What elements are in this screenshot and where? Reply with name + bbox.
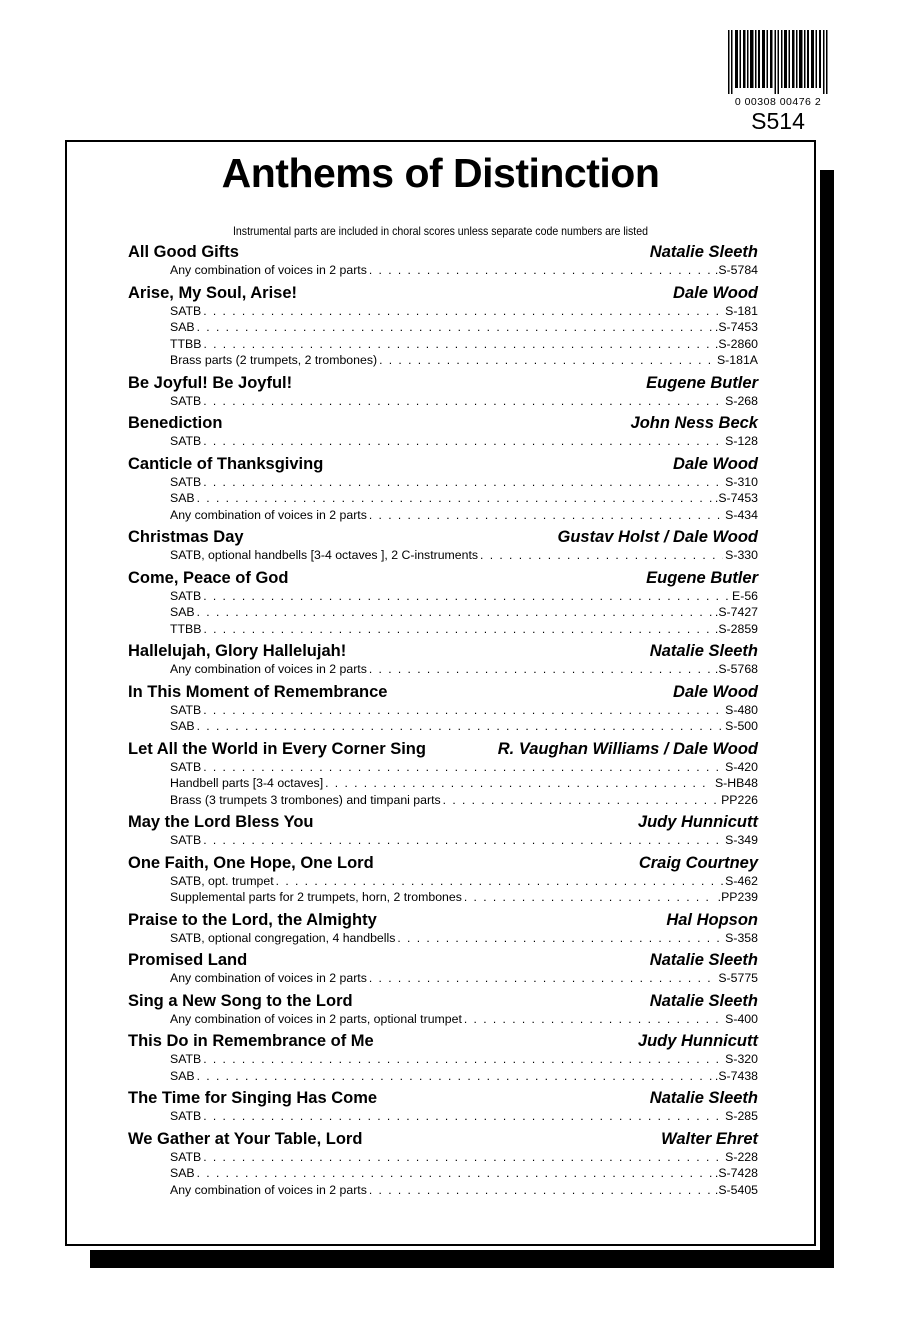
version-description: SATB — [170, 393, 202, 408]
barcode-block — [716, 28, 840, 138]
entry-header — [128, 813, 758, 833]
dot-leader — [203, 1150, 723, 1164]
version-row — [128, 793, 758, 810]
anthem-composer: Gustav Holst / Dale Wood — [557, 528, 758, 546]
entry-header — [128, 1130, 758, 1150]
anthem-title: Benediction — [128, 414, 223, 432]
dot-leader — [464, 1012, 723, 1026]
version-row — [128, 353, 758, 370]
anthem-composer: Judy Hunnicutt — [637, 813, 758, 831]
version-description: SATB — [170, 702, 202, 717]
dot-leader — [203, 1052, 723, 1066]
dot-leader — [480, 548, 723, 562]
product-code: S-181 — [725, 303, 758, 318]
version-row — [128, 703, 758, 720]
anthem-composer: Dale Wood — [673, 283, 758, 302]
version-description: SATB — [170, 588, 202, 603]
version-description: SATB — [170, 833, 202, 847]
version-row — [128, 491, 758, 508]
anthem-composer: Craig Courtney — [638, 853, 758, 872]
list-item — [128, 414, 758, 455]
version-description: SATB — [170, 1149, 202, 1164]
version-row — [128, 776, 758, 793]
product-code: S-400 — [725, 1011, 758, 1026]
anthem-composer: Natalie Sleeth — [649, 642, 758, 660]
anthem-title: Let All the World in Every Corner Sing — [128, 739, 426, 758]
version-row — [128, 263, 758, 280]
product-code: S-228 — [725, 1149, 758, 1164]
anthem-title: Promised Land — [128, 951, 248, 969]
dot-leader — [197, 605, 713, 619]
version-row — [128, 833, 758, 850]
product-code: S-285 — [725, 1109, 758, 1123]
entry-header — [128, 642, 758, 662]
version-description: Brass parts (2 trumpets, 2 trombones) — [170, 353, 378, 367]
anthem-title: May the Lord Bless You — [128, 813, 314, 831]
version-description: SATB — [170, 1109, 202, 1123]
list-item — [128, 951, 758, 992]
entry-header — [128, 1089, 758, 1109]
version-row — [128, 760, 758, 777]
anthem-title: Arise, My Soul, Arise! — [128, 283, 298, 302]
version-row — [128, 890, 758, 907]
version-row — [128, 434, 758, 451]
dot-leader — [369, 1183, 713, 1197]
list-item — [128, 1089, 758, 1130]
version-row — [128, 304, 758, 321]
anthem-title: This Do in Remembrance of Me — [128, 1032, 374, 1050]
dot-leader — [276, 874, 724, 888]
anthem-title: Be Joyful! Be Joyful! — [128, 373, 293, 392]
version-row — [128, 719, 758, 736]
anthem-title: All Good Gifts — [128, 243, 239, 261]
anthem-composer: R. Vaughan Williams / Dale Wood — [497, 739, 758, 758]
anthem-composer: Natalie Sleeth — [649, 1089, 758, 1107]
dot-leader — [197, 1166, 713, 1180]
product-code: .S-5784 — [714, 263, 758, 277]
version-row — [128, 662, 758, 679]
dot-leader — [369, 263, 713, 277]
version-row — [128, 931, 758, 948]
version-description: SATB, optional congregation, 4 handbells — [170, 930, 396, 945]
product-code: S-330 — [725, 548, 758, 562]
anthem-composer: Eugene Butler — [646, 373, 758, 392]
dot-leader — [203, 622, 712, 636]
version-row — [128, 874, 758, 891]
version-row — [128, 1109, 758, 1126]
entry-header — [128, 683, 758, 703]
version-description: SATB — [170, 303, 202, 318]
version-description: SAB — [170, 320, 195, 334]
anthem-composer: Judy Hunnicutt — [637, 1032, 758, 1050]
product-code: .S-2859 — [714, 621, 758, 636]
anthem-composer: John Ness Beck — [630, 414, 758, 432]
list-item — [128, 992, 758, 1033]
entry-header — [128, 1032, 758, 1052]
version-row — [128, 971, 758, 988]
version-description: Brass (3 trumpets 3 trombones) and timpani parts — [170, 792, 441, 807]
version-description: Any combination of voices in 2 parts — [170, 662, 367, 676]
product-code: PP226 — [721, 792, 758, 807]
product-code: .S-7453 — [714, 320, 758, 334]
anthem-composer: Natalie Sleeth — [649, 951, 758, 969]
list-item — [128, 854, 758, 911]
version-description: SATB — [170, 1052, 202, 1066]
version-description: Any combination of voices in 2 parts — [170, 971, 367, 985]
product-code: .S-7427 — [714, 605, 758, 619]
product-code: S-434 — [725, 507, 758, 522]
dot-leader — [203, 833, 723, 847]
dot-leader — [379, 353, 715, 367]
barcode-digits: 0 00308 00476 2 — [734, 96, 822, 108]
product-code: S-HB48 — [714, 776, 758, 790]
product-code: .S-5768 — [714, 662, 758, 676]
entry-header — [128, 374, 758, 394]
product-code: .S-7453 — [714, 491, 758, 505]
dot-leader — [369, 662, 713, 676]
list-item — [128, 683, 758, 740]
product-code: E-56 — [732, 588, 758, 603]
version-description: SAB — [170, 1166, 195, 1180]
version-row — [128, 1069, 758, 1086]
dot-leader — [369, 508, 723, 522]
dot-leader — [197, 491, 713, 505]
dot-leader — [397, 931, 723, 945]
anthem-list — [128, 243, 758, 1203]
dot-leader — [203, 589, 730, 603]
product-code: S-420 — [725, 759, 758, 774]
product-code: S-310 — [725, 474, 758, 489]
version-description: SATB, opt. trumpet — [170, 873, 274, 888]
dot-leader — [203, 1109, 723, 1123]
page-title: Anthems of Distinction — [221, 150, 660, 196]
version-description: SAB — [170, 605, 195, 619]
dot-leader — [203, 304, 723, 318]
catalog-box — [65, 140, 816, 1246]
dot-leader — [197, 719, 724, 733]
version-description: TTBB — [170, 336, 202, 351]
dot-leader — [197, 320, 713, 334]
dot-leader — [369, 971, 716, 985]
version-description: Any combination of voices in 2 parts — [170, 507, 367, 522]
entry-header — [128, 243, 758, 263]
dot-leader — [203, 337, 712, 351]
list-item — [128, 642, 758, 683]
dot-leader — [203, 475, 723, 489]
entry-header — [128, 569, 758, 589]
list-item — [128, 1130, 758, 1204]
entry-header — [128, 992, 758, 1012]
entry-header — [128, 455, 758, 475]
version-row — [128, 337, 758, 354]
anthem-title: Come, Peace of God — [128, 568, 289, 587]
version-row — [128, 320, 758, 337]
anthem-composer: Natalie Sleeth — [649, 243, 758, 261]
list-item — [128, 813, 758, 854]
product-code: .S-5405 — [714, 1182, 758, 1197]
entry-header — [128, 528, 758, 548]
version-row — [128, 1166, 758, 1183]
anthem-composer: Dale Wood — [673, 454, 758, 473]
version-row — [128, 475, 758, 492]
dot-leader — [203, 703, 723, 717]
version-description: TTBB — [170, 621, 202, 636]
product-code: S-320 — [725, 1052, 758, 1066]
entry-header — [128, 740, 758, 760]
dot-leader — [464, 890, 716, 904]
product-code: .S-7438 — [714, 1068, 758, 1083]
list-item — [128, 911, 758, 952]
version-description: Any combination of voices in 2 parts — [170, 263, 367, 277]
anthem-title: Christmas Day — [128, 528, 244, 546]
box-shadow-bottom — [90, 1250, 834, 1268]
version-description: SATB — [170, 759, 202, 774]
version-description: SATB — [170, 474, 202, 489]
version-row — [128, 605, 758, 622]
version-row — [128, 548, 758, 565]
dot-leader — [443, 793, 719, 807]
product-code: S-5775 — [718, 971, 758, 985]
version-description: SAB — [170, 1068, 195, 1083]
list-item — [128, 374, 758, 415]
version-row — [128, 394, 758, 411]
anthem-composer: Hal Hopson — [666, 910, 758, 929]
dot-leader — [203, 394, 723, 408]
list-item — [128, 284, 758, 374]
product-code: .S-7428 — [714, 1166, 758, 1180]
version-row — [128, 589, 758, 606]
anthem-title: Praise to the Lord, the Almighty — [128, 910, 377, 929]
product-code: .PP239 — [717, 890, 758, 904]
dot-leader — [203, 760, 723, 774]
anthem-composer: Eugene Butler — [646, 568, 758, 587]
anthem-title: Canticle of Thanksgiving — [128, 454, 324, 473]
product-code: S-181A — [716, 353, 758, 367]
barcode-icon — [728, 30, 828, 94]
product-code: S-358 — [725, 930, 758, 945]
list-item — [128, 243, 758, 284]
product-code: S-462 — [725, 873, 758, 888]
version-description: Any combination of voices in 2 parts, optional trumpet — [170, 1011, 462, 1026]
version-description: SAB — [170, 719, 195, 733]
product-code: S-268 — [725, 393, 758, 408]
version-description: Handbell parts [3-4 octaves] — [170, 776, 324, 790]
version-row — [128, 1012, 758, 1029]
anthem-composer: Dale Wood — [673, 682, 758, 701]
list-item — [128, 455, 758, 529]
catalog-code: S514 — [751, 108, 805, 134]
entry-header — [128, 951, 758, 971]
version-row — [128, 622, 758, 639]
anthem-title: In This Moment of Remembrance — [128, 682, 388, 701]
product-code: S-128 — [725, 434, 758, 448]
anthem-title: Sing a New Song to the Lord — [128, 991, 353, 1010]
version-description: Any combination of voices in 2 parts — [170, 1182, 367, 1197]
list-item — [128, 740, 758, 814]
version-row — [128, 1150, 758, 1167]
anthem-title: The Time for Singing Has Come — [128, 1089, 378, 1107]
list-item — [128, 528, 758, 569]
dot-leader — [197, 1069, 713, 1083]
entry-header — [128, 284, 758, 304]
anthem-title: One Faith, One Hope, One Lord — [128, 853, 374, 872]
dot-leader — [325, 776, 713, 790]
product-code: S-480 — [725, 702, 758, 717]
entry-spacer — [128, 1199, 758, 1203]
anthem-title: We Gather at Your Table, Lord — [128, 1129, 363, 1148]
version-description: Supplemental parts for 2 trumpets, horn, 2 trombones — [170, 890, 462, 904]
list-item — [128, 1032, 758, 1089]
entry-header — [128, 911, 758, 931]
box-shadow-right — [820, 170, 834, 1268]
anthem-composer: Walter Ehret — [661, 1129, 758, 1148]
product-code: S-500 — [725, 719, 758, 733]
anthem-composer: Natalie Sleeth — [649, 991, 758, 1010]
version-row — [128, 508, 758, 525]
entry-header — [128, 854, 758, 874]
version-description: SAB — [170, 491, 195, 505]
entry-header — [128, 414, 758, 434]
product-code: S-349 — [725, 833, 758, 847]
version-description: SATB — [170, 434, 202, 448]
version-description: SATB, optional handbells [3-4 octaves ], 2 C-instruments — [170, 548, 479, 562]
anthem-title: Hallelujah, Glory Hallelujah! — [128, 642, 347, 660]
list-item — [128, 569, 758, 643]
page-subtitle: Instrumental parts are included in choral scores unless separate code numbers are listed — [232, 224, 649, 238]
product-code: .S-2860 — [714, 336, 758, 351]
version-row — [128, 1183, 758, 1200]
dot-leader — [203, 434, 723, 448]
version-row — [128, 1052, 758, 1069]
